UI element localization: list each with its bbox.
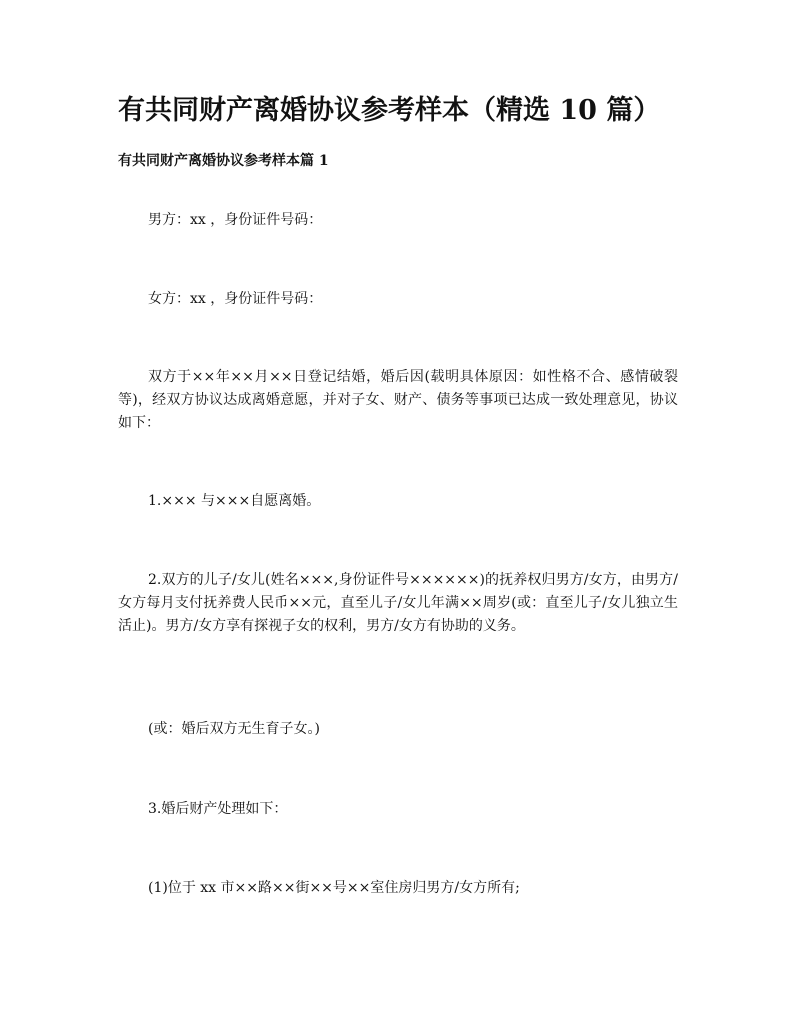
paragraph-clause-2-alternative: (或：婚后双方无生育子女。)	[148, 721, 320, 737]
paragraph-clause-3-item-1: (1)位于 xx 市××路××街××号××室住房归男方/女方所有;	[148, 880, 520, 896]
paragraph-clause-2: 2.双方的儿子/女儿(姓名×××,身份证件号××××××)的抚养权归男方/女方，由男方/女方每月支付抚养费人民币××元，直至儿子/女儿年满××周岁(或：直至儿子/女儿独立生活止)。男方/女方享有探视子女的权利，男方/女方有协助的义务。	[118, 572, 678, 634]
paragraph-female-party: 女方：xx ，身份证件号码：	[148, 291, 323, 307]
paragraph-clause-1: 1.××× 与×××自愿离婚。	[148, 493, 321, 509]
section-heading: 有共同财产离婚协议参考样本篇 1	[118, 153, 329, 169]
paragraph-clause-3: 3.婚后财产处理如下：	[148, 801, 288, 817]
paragraph-marriage-background: 双方于××年××月××日登记结婚，婚后因(载明具体原因：如性格不合、感情破裂等)，经双方协议达成离婚意愿，并对子女、财产、债务等事项已达成一致处理意见，协议如下：	[118, 369, 678, 431]
paragraph-male-party: 男方：xx ，身份证件号码：	[148, 212, 323, 228]
document-title: 有共同财产离婚协议参考样本（精选 10 篇）	[118, 95, 661, 126]
